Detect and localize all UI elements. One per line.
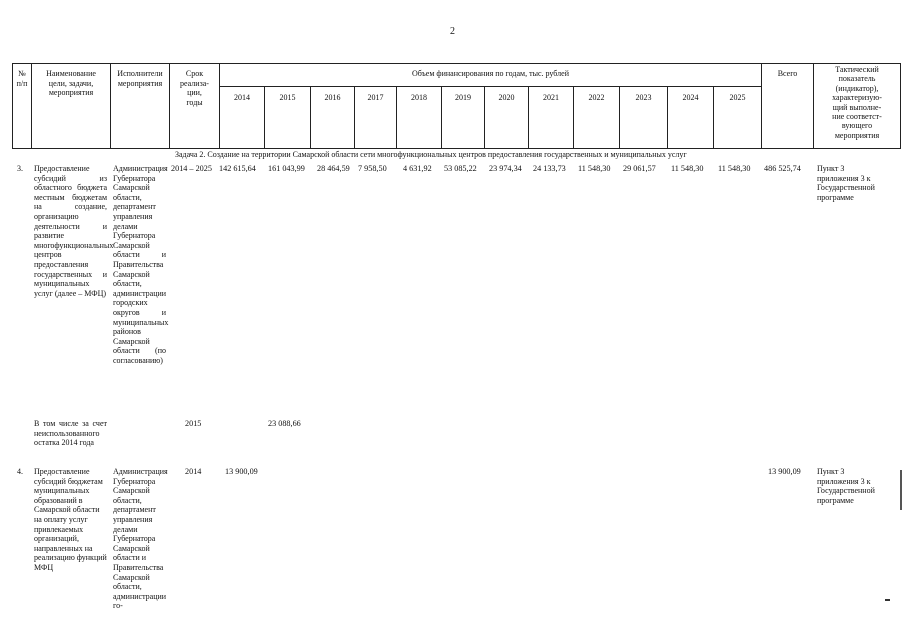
header-num: № п/п <box>16 69 28 88</box>
header-bottom-border <box>12 148 901 149</box>
scan-mark-right <box>900 470 902 510</box>
row-3-value-2024: 11 548,30 <box>671 164 704 173</box>
header-year-2015: 2015 <box>279 93 296 102</box>
header-name: Наименование цели, задачи, мероприятия <box>46 69 96 98</box>
row-3-sub-name: В том числе за счет неиспользованного остатка 2014 года <box>34 419 107 448</box>
row-3-value-2023: 29 061,57 <box>623 164 656 173</box>
row-3-sub-value-2015: 23 088,66 <box>268 419 301 428</box>
header-year-2019: 2019 <box>455 93 471 102</box>
financing-header-divider <box>219 86 761 87</box>
row-4-term: 2014 <box>185 467 202 476</box>
row-3-value-2015: 161 043,99 <box>268 164 305 173</box>
row-3-value-2025: 11 548,30 <box>718 164 751 173</box>
header-term: Срок реализа- ции, годы <box>180 69 209 107</box>
header-year-2024: 2024 <box>682 93 699 102</box>
table-top-border <box>12 63 901 64</box>
row-3-value-2020: 23 974,34 <box>489 164 522 173</box>
row-3-value-2014: 142 615,64 <box>219 164 256 173</box>
row-3-num: 3. <box>17 164 23 173</box>
row-4-indicator: Пункт 3 приложения 3 к Государственной программе <box>817 467 875 505</box>
header-total: Всего <box>777 69 798 78</box>
row-3-value-2017: 7 958,50 <box>358 164 387 173</box>
row-3-total: 486 525,74 <box>764 164 801 173</box>
row-3-executors: Администрация Губернатора Самарской области, департамент управления делами Губернатора Самарской области и Правительства Самарской области, администрации городских округов и муниципальных районов Самарской области (по согласованию) <box>113 164 169 365</box>
row-3-value-2021: 24 133,73 <box>533 164 566 173</box>
table-right-border <box>900 63 901 149</box>
row-3-term: 2014 – 2025 <box>171 164 212 173</box>
header-year-2025: 2025 <box>729 93 746 102</box>
row-3-value-2016: 28 464,59 <box>317 164 350 173</box>
header-financing: Объем финансирования по годам, тыс. рублей <box>412 69 569 78</box>
header-year-2020: 2020 <box>498 93 515 102</box>
header-year-2017: 2017 <box>367 93 384 102</box>
task-row: Задача 2. Создание на территории Самарской области сети многофункциональных центров предоставления государственных и муниципальных услуг <box>175 150 687 159</box>
header-year-2022: 2022 <box>588 93 605 102</box>
header-year-2016: 2016 <box>324 93 341 102</box>
scan-mark-bottom <box>885 599 890 601</box>
page-number: 2 <box>450 26 455 37</box>
row-4-executors: Администрация Губернатора Самарской области, департамент управления делами Губернатора Самарской области и Правительства Самарской области, администрации го- <box>113 467 168 611</box>
header-year-2021: 2021 <box>543 93 559 102</box>
row-3-name: Предоставление субсидий из областного бюджета местным бюджетам на создание, организацию деятельности и развитие многофункциональных центров предоставления государственных и муниципальных услуг (далее – МФЦ) <box>34 164 114 298</box>
header-executors: Исполнители мероприятия <box>117 69 163 88</box>
header-year-2014: 2014 <box>234 93 250 102</box>
row-3-value-2019: 53 085,22 <box>444 164 477 173</box>
header-year-2023: 2023 <box>635 93 652 102</box>
row-4-name: Предоставление субсидий бюджетам муниципальных образований в Самарской области на оплату услуг привлекаемых организаций, направленных на реализацию функций МФЦ <box>34 467 107 572</box>
row-3-indicator: Пункт 3 приложения 3 к Государственной программе <box>817 164 875 202</box>
row-3-value-2022: 11 548,30 <box>578 164 611 173</box>
row-4-total: 13 900,09 <box>768 467 801 476</box>
header-year-2018: 2018 <box>411 93 427 102</box>
row-4-num: 4. <box>17 467 23 476</box>
row-4-value-2014: 13 900,09 <box>225 467 258 476</box>
row-3-value-2018: 4 631,92 <box>403 164 432 173</box>
header-indicator: Тактический показатель (индикатор), характеризую- щий выполне- ние соответст- вующего мероприятия <box>832 65 882 140</box>
row-3-sub-term: 2015 <box>185 419 202 428</box>
